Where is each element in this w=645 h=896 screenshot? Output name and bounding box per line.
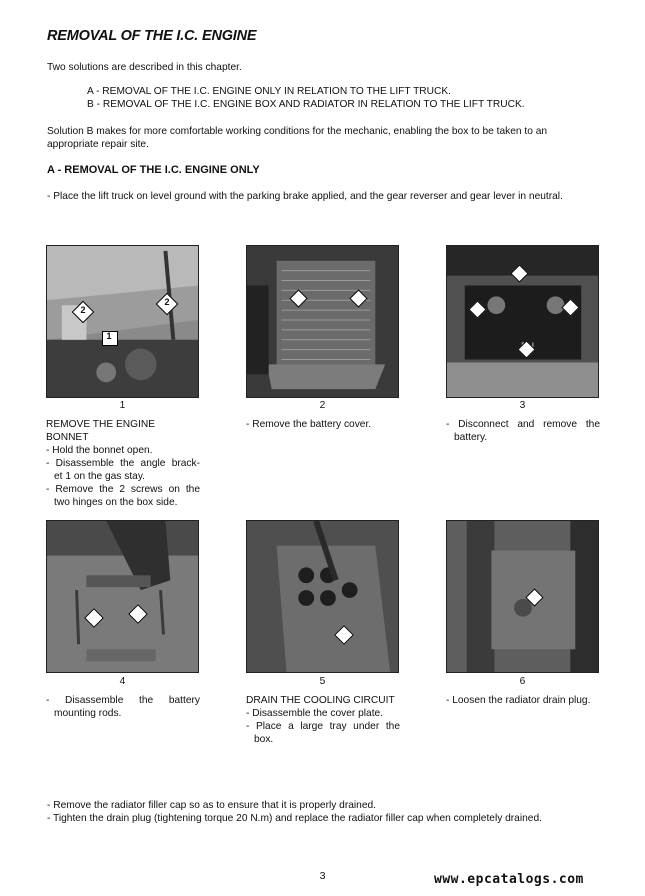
step-line: box. — [254, 734, 274, 745]
photo-number: 5 — [319, 676, 326, 687]
step-heading: DRAIN THE COOLING CIRCUIT — [246, 695, 395, 706]
solution-a: A - REMOVAL OF THE I.C. ENGINE ONLY IN RELATION TO THE LIFT TRUCK. — [87, 86, 451, 97]
step-2-caption — [246, 418, 400, 431]
photo-number: 3 — [519, 400, 526, 411]
step-6-caption — [446, 694, 600, 707]
photo-number: 2 — [319, 400, 326, 411]
callout-label: 2 — [80, 305, 86, 315]
solution-b-note-line-2: appropriate repair site. — [47, 139, 149, 150]
solution-b: B - REMOVAL OF THE I.C. ENGINE BOX AND RADIATOR IN RELATION TO THE LIFT TRUCK. — [87, 99, 525, 110]
photo-battery — [446, 245, 599, 398]
step-line: mounting rods. — [54, 708, 122, 719]
closing-line-2: - Tighten the drain plug (tightening torque 20 N.m) and replace the radiator filler cap when completely drained. — [47, 813, 542, 824]
step-heading: REMOVE THE ENGINE BONNET — [46, 419, 156, 443]
photo-cover-plate — [246, 520, 399, 673]
step-line: battery. — [454, 432, 488, 443]
step-line: - Disassemble the cover plate. — [246, 708, 384, 719]
intro-text: Two solutions are described in this chapter. — [47, 62, 242, 73]
step-line: - Remove the battery cover. — [246, 419, 372, 430]
step-1-caption — [46, 418, 200, 509]
solution-b-note-line-1: Solution B makes for more comfortable working conditions for the mechanic, enabling the box to be taken to an — [47, 126, 548, 137]
photo-radiator-drain — [446, 520, 599, 673]
step-line: - Disconnect and remove the — [446, 419, 600, 430]
step-4-caption — [46, 694, 200, 720]
closing-line-1: - Remove the radiator filler cap so as to ensure that it is properly drained. — [47, 800, 376, 811]
step-line: - Loosen the radiator drain plug. — [446, 695, 591, 706]
callout-label: 1 — [106, 331, 112, 341]
step-5-caption — [246, 694, 400, 746]
photo-number: 6 — [519, 676, 526, 687]
photo-number: 4 — [119, 676, 126, 687]
watermark: www.epcatalogs.com — [434, 872, 584, 887]
step-line: - Hold the bonnet open. — [46, 445, 153, 456]
step-line: - Disassemble the angle brack- — [46, 458, 200, 469]
page-number: 3 — [319, 870, 326, 882]
photo-battery-rods — [46, 520, 199, 673]
step-line: - Place a large tray under the — [246, 721, 400, 732]
step-line: et 1 on the gas stay. — [54, 471, 145, 482]
step-line: two hinges on the box side. — [54, 497, 178, 508]
step-line: - Remove the 2 screws on the — [46, 484, 200, 495]
step-3-caption — [446, 418, 600, 444]
photo-battery-cover — [246, 245, 399, 398]
step-line: - Disassemble the battery — [46, 695, 200, 706]
page-title: REMOVAL OF THE I.C. ENGINE — [47, 28, 257, 44]
section-a-heading: A - REMOVAL OF THE I.C. ENGINE ONLY — [47, 164, 260, 176]
section-a-instruction: - Place the lift truck on level ground with the parking brake applied, and the gear reverser and gear lever in neutral. — [47, 191, 563, 202]
callout-label: 2 — [164, 297, 170, 307]
photo-number: 1 — [119, 400, 126, 411]
photo-engine-bonnet — [46, 245, 199, 398]
